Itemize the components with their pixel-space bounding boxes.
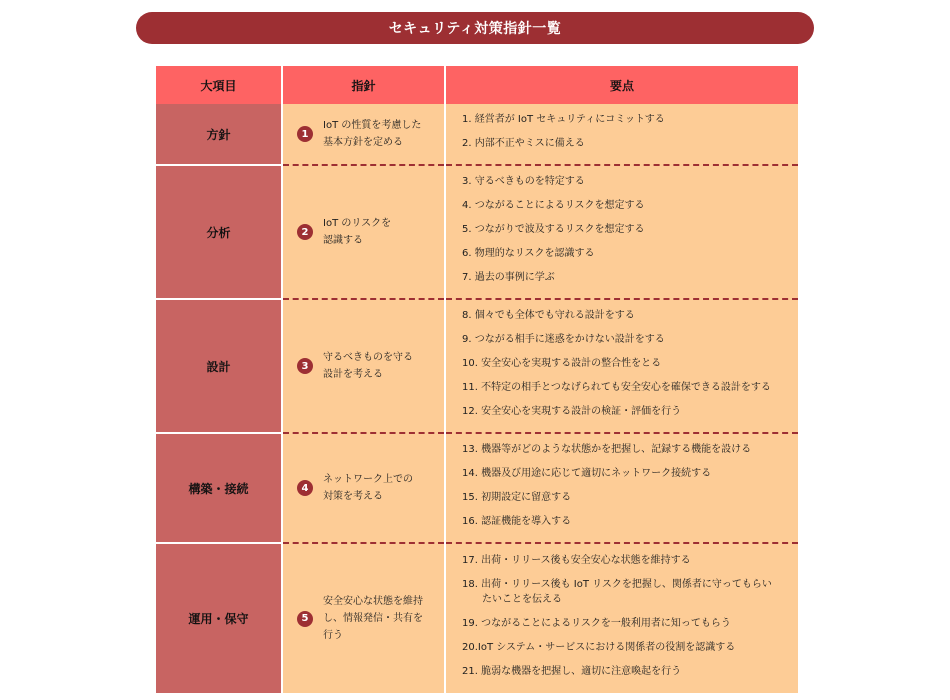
policy-text: ネットワーク上での 対策を考える bbox=[323, 474, 413, 502]
points-cell bbox=[445, 104, 798, 165]
policy-cell bbox=[282, 299, 445, 433]
number-badge: 1 bbox=[297, 126, 313, 142]
point-item: 14. 機器及び用途に応じて適切にネットワーク接続する bbox=[462, 468, 712, 479]
points-cell bbox=[445, 165, 798, 299]
point-item: 4. つながることによるリスクを想定する bbox=[462, 200, 645, 211]
header-points: 要点 bbox=[445, 66, 798, 104]
policy-text: 安全安心な状態を維持 し、情報発信・共有を 行う bbox=[323, 596, 423, 641]
page-title: セキュリティ対策指針一覧 bbox=[136, 12, 814, 44]
point-item: 12. 安全安心を実現する設計の検証・評価を行う bbox=[462, 406, 682, 417]
policy-text: IoT のリスクを 認識する bbox=[323, 218, 392, 246]
point-item: 1. 経営者が IoT セキュリティにコミットする bbox=[462, 114, 665, 125]
table-row bbox=[156, 104, 798, 165]
policy-cell bbox=[282, 165, 445, 299]
point-item: 20.IoT システム・サービスにおける関係者の役割を認識する bbox=[462, 642, 736, 653]
points-cell bbox=[445, 433, 798, 543]
number-badge: 5 bbox=[297, 611, 313, 627]
policy-text: IoT の性質を考慮した 基本方針を定める bbox=[323, 120, 422, 148]
policy-cell bbox=[282, 543, 445, 693]
category-cell: 構築・接続 bbox=[156, 433, 282, 543]
number-badge: 4 bbox=[297, 480, 313, 496]
table-row bbox=[156, 543, 798, 693]
category-cell: 方針 bbox=[156, 104, 282, 165]
point-item: 9. つながる相手に迷惑をかけない設計をする bbox=[462, 334, 665, 345]
point-item: 10. 安全安心を実現する設計の整合性をとる bbox=[462, 358, 662, 369]
header-policy: 指針 bbox=[282, 66, 445, 104]
point-item bbox=[462, 577, 798, 607]
point-item-continuation: たいことを伝える bbox=[482, 594, 562, 605]
table-row bbox=[156, 299, 798, 433]
header-category: 大項目 bbox=[156, 66, 282, 104]
header-row bbox=[156, 66, 798, 104]
point-item: 19. つながることによるリスクを一般利用者に知ってもらう bbox=[462, 618, 731, 629]
table-row bbox=[156, 433, 798, 543]
policy-cell bbox=[282, 433, 445, 543]
point-item: 2. 内部不正やミスに備える bbox=[462, 138, 585, 149]
point-item: 11. 不特定の相手とつなげられても安全安心を確保できる設計をする bbox=[462, 382, 771, 393]
guideline-table bbox=[156, 66, 798, 693]
point-item: 15. 初期設定に留意する bbox=[462, 492, 572, 503]
point-item: 13. 機器等がどのような状態かを把握し、記録する機能を設ける bbox=[462, 444, 752, 455]
category-cell: 設計 bbox=[156, 299, 282, 433]
point-item: 21. 脆弱な機器を把握し、適切に注意喚起を行う bbox=[462, 666, 682, 677]
point-item: 17. 出荷・リリース後も安全安心な状態を維持する bbox=[462, 555, 691, 566]
table-row bbox=[156, 165, 798, 299]
number-badge: 2 bbox=[297, 224, 313, 240]
category-cell: 分析 bbox=[156, 165, 282, 299]
point-item: 8. 個々でも全体でも守れる設計をする bbox=[462, 310, 635, 321]
category-cell: 運用・保守 bbox=[156, 543, 282, 693]
point-item: 5. つながりで波及するリスクを想定する bbox=[462, 224, 645, 235]
points-cell bbox=[445, 543, 798, 693]
policy-cell bbox=[282, 104, 445, 165]
point-item: 7. 過去の事例に学ぶ bbox=[462, 272, 555, 283]
point-item: 3. 守るべきものを特定する bbox=[462, 176, 585, 187]
point-item: 6. 物理的なリスクを認識する bbox=[462, 248, 595, 259]
points-cell bbox=[445, 299, 798, 433]
policy-text: 守るべきものを守る 設計を考える bbox=[323, 352, 413, 380]
point-item-line: 18. 出荷・リリース後も IoT リスクを把握し、関係者に守ってもらい bbox=[462, 579, 772, 590]
point-item: 16. 認証機能を導入する bbox=[462, 516, 572, 527]
number-badge: 3 bbox=[297, 358, 313, 374]
